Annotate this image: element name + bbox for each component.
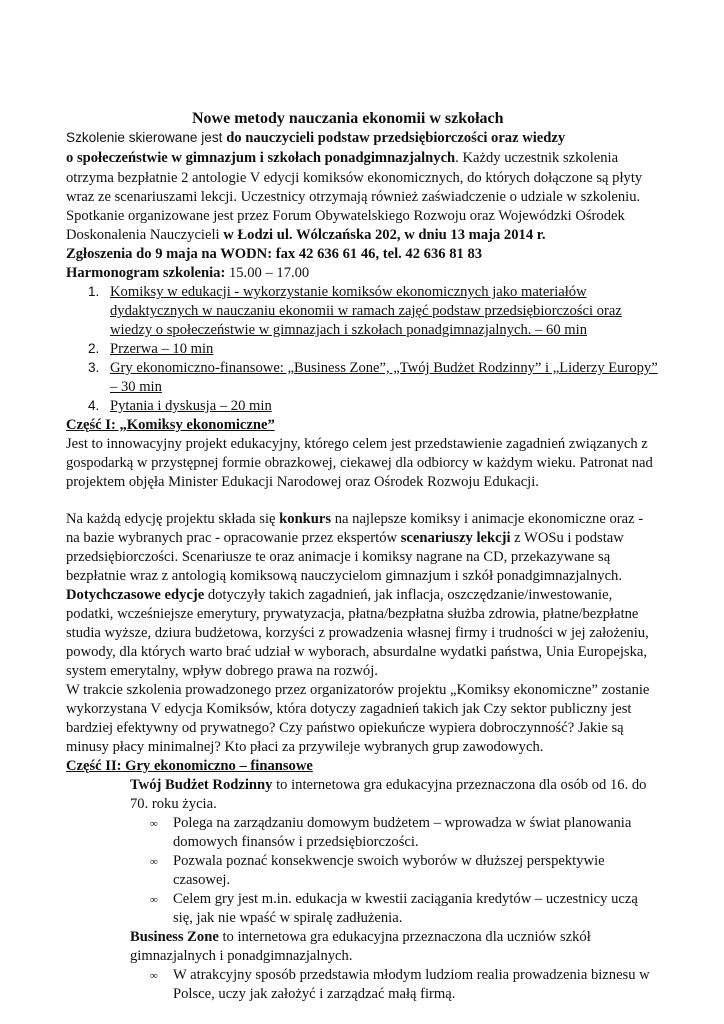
paragraph-line: bardziej efektywny od prywatnego? Czy państwo opiekuńcze wypiera dobroczynność? Jakie są [66,720,624,736]
list-item: czasowej. [173,872,231,888]
schedule-item: Komiksy w edukacji - wykorzystanie komiksów ekonomicznych jako materiałów [110,284,587,300]
infinity-bullet-icon: ∞ [150,894,158,906]
paragraph-line: Dotychczasowe edycje dotyczyły takich zagadnień, jak inflacja, oszczędzanie/inwestowanie, [66,587,613,603]
paragraph-line: bezpłatnie wraz z antologią komiksową nauczycielom gimnazjum i szkół ponadgimnazjalnych. [66,568,623,584]
infinity-bullet-icon: ∞ [150,818,158,830]
infinity-bullet-icon: ∞ [150,856,158,868]
schedule-item: Gry ekonomiczno-finansowe: „Business Zone”, „Twój Budżet Rodzinny” i „Liderzy Europy” [110,360,658,376]
paragraph-line: minusy płacy minimalnej? Kto płaci za przywileje wybranych grup zawodowych. [66,739,544,755]
paragraph-line: system emerytalny, wpływ dobrego prawa na rozwój. [66,663,378,679]
schedule-item: dydaktycznych w nauczaniu ekonomii w ramach zajęć podstaw przedsiębiorczości oraz [110,303,622,319]
game-description-line: Business Zone to internetowa gra edukacyjna przeznaczona dla uczniów szkół [130,929,591,945]
list-item: się, jak nie wpaść w spiralę zadłużenia. [173,910,403,926]
game-description-line: 70. roku życia. [130,796,217,812]
game-description-line: Twój Budżet Rodzinny to internetowa gra edukacyjna przeznaczona dla osób od 16. do [130,777,647,793]
paragraph-line: Jest to innowacyjny projekt edukacyjny, którego celem jest przedstawienie zagadnień związanych z [66,436,648,452]
registration-line: Zgłoszenia do 9 maja na WODN: fax 42 636 61 46, tel. 42 636 81 83 [66,246,483,262]
schedule-item: Pytania i dyskusja – 20 min [110,398,272,414]
paragraph-line: powody, dla których warto brać udział w wyborach, absurdalne wydatki państwa, Unia Europejska, [66,644,648,660]
list-item: Celem gry jest m.in. edukacja w kwestii zaciągania kredytów – uczestnicy uczą [173,891,638,907]
paragraph-line: przedsiębiorczości. Scenariusze te oraz animacje i komiksy nagrane na CD, przekazywane są [66,549,611,565]
schedule-item: wiedzy o społeczeństwie w gimnazjach i szkołach ponadgimnazjalnych. – 60 min [110,322,587,338]
section-heading-part1: Część I: „Komiksy ekonomiczne” [66,417,275,433]
intro-line: wraz ze scenariuszami lekcji. Uczestnicy otrzymają również zaświadczenie o udziale w szkoleniu. [66,189,641,205]
schedule-item: – 30 min [110,379,162,395]
schedule-item: Przerwa – 10 min [110,341,214,357]
paragraph-line: gospodarką w przystępnej formie obrazkowej, ciekawej dla odbiorcy w każdym wieku. Patronat nad [66,455,653,471]
intro-line: Szkolenie skierowane jest do nauczycieli podstaw przedsiębiorczości oraz wiedzy [66,130,566,146]
paragraph-line: studia wyższe, dziura budżetowa, korzyści z prowadzenia własnej firmy i trudności w jej założeniu, [66,625,649,641]
infinity-bullet-icon: ∞ [150,970,158,982]
schedule-number: 3. [88,360,100,375]
paragraph-line: na bazie wybranych prac - opracowanie przez ekspertów scenariuszy lekcji z WOSu i podstaw [66,530,624,546]
game-description-line: gimnazjalnych i ponadgimnazjalnych. [130,948,353,964]
paragraph-line: wykorzystana V edycja Komiksów, która dotyczy zagadnień takich jak Czy sektor publiczny jest [66,701,632,717]
intro-line: Spotkanie organizowane jest przez Forum Obywatelskiego Rozwoju oraz Wojewódzki Ośrodek [66,208,625,224]
paragraph-line: W trakcie szkolenia prowadzonego przez organizatorów projektu „Komiksy ekonomiczne” zostanie [66,682,650,698]
paragraph-line: Na każdą edycję projektu składa się konkurs na najlepsze komiksy i animacje ekonomiczne oraz - [66,511,644,527]
schedule-number: 4. [88,398,100,413]
intro-line: otrzyma bezpłatnie 2 antologie V edycji komiksów ekonomicznych, do których dołączone są płyty [66,170,643,186]
list-item: domowych finansów i przedsiębiorczości. [173,834,419,850]
schedule-number: 1. [88,284,100,299]
page-title: Nowe metody nauczania ekonomii w szkołach [192,110,504,127]
list-item: Pozwala poznać konsekwencje swoich wyborów w dłuższej perspektywie [173,853,605,869]
schedule-heading: Harmonogram szkolenia: 15.00 – 17.00 [66,265,310,281]
intro-line: o społeczeństwie w gimnazjum i szkołach ponadgimnazjalnych. Każdy uczestnik szkolenia [66,150,619,166]
paragraph-line: podatki, wcześniejsze emerytury, prywatyzacja, płatna/bezpłatna służba zdrowia, płatne/bezpłatne [66,606,639,622]
schedule-number: 2. [88,341,100,356]
intro-line: Doskonalenia Nauczycieli w Łodzi ul. Wólczańska 202, w dniu 13 maja 2014 r. [66,227,546,243]
list-item: Polega na zarządzaniu domowym budżetem – wprowadza w świat planowania [173,815,632,831]
section-heading-part2: Część II: Gry ekonomiczno – finansowe [66,758,313,774]
paragraph-line: projektem objęła Minister Edukacji Narodowej oraz Ośrodek Rozwoju Edukacji. [66,474,539,490]
list-item: Polsce, uczy jak założyć i zarządzać małą firmą. [173,986,456,1002]
list-item: W atrakcyjny sposób przedstawia młodym ludziom realia prowadzenia biznesu w [173,967,650,983]
